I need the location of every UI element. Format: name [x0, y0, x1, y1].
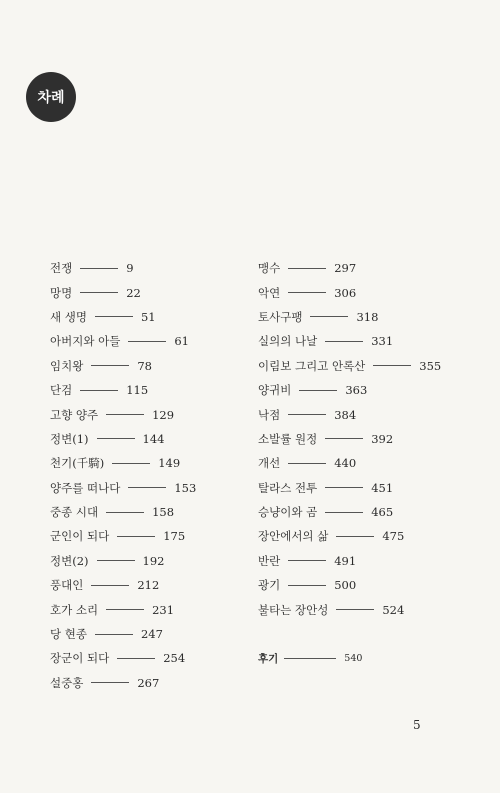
toc-entry [50, 427, 255, 451]
toc-entry [50, 305, 255, 329]
leader-line [106, 609, 144, 610]
leader-line [310, 316, 348, 317]
toc-entry [258, 329, 478, 353]
toc-entry-page: 331 [371, 334, 394, 349]
toc-entry-page: 175 [163, 529, 186, 544]
toc-entry [50, 280, 255, 304]
toc-entry-title: 설중홍 [50, 675, 84, 690]
toc-entry [50, 354, 255, 378]
toc-entry [50, 378, 255, 402]
toc-entry-page: 524 [382, 602, 405, 617]
toc-entry [50, 646, 255, 670]
leader-line [288, 292, 326, 293]
leader-line [288, 268, 326, 269]
toc-entry-title: 임치왕 [50, 358, 84, 373]
toc-entry-title: 탈라스 전투 [258, 480, 318, 495]
toc-entry [258, 500, 478, 524]
leader-line [95, 634, 133, 635]
toc-entry-title: 군인이 되다 [50, 529, 110, 544]
toc-entry-title: 고향 양주 [50, 407, 99, 422]
leader-line [288, 414, 326, 415]
leader-line [95, 316, 133, 317]
leader-line [97, 438, 135, 439]
spacer [258, 622, 478, 646]
toc-entry-page: 115 [126, 383, 149, 398]
toc-entry-page: 465 [371, 505, 394, 520]
leader-line [128, 487, 166, 488]
leader-line [288, 560, 326, 561]
toc-column-left [50, 256, 255, 695]
toc-entry [258, 549, 478, 573]
toc-entry-title: 악연 [258, 285, 281, 300]
toc-entry [258, 476, 478, 500]
toc-entry-title: 정변(2) [50, 553, 89, 568]
toc-entry-title: 맹수 [258, 261, 281, 276]
leader-line [284, 658, 336, 659]
toc-entry-page: 392 [371, 431, 394, 446]
toc-entry-page: 192 [142, 553, 165, 568]
toc-entry [258, 280, 478, 304]
toc-entry [50, 476, 255, 500]
toc-entry-page: 144 [142, 431, 165, 446]
toc-entry-title: 새 생명 [50, 309, 87, 324]
toc-entry [258, 646, 478, 670]
toc-entry [258, 305, 478, 329]
leader-line [325, 438, 363, 439]
leader-line [80, 268, 118, 269]
toc-heading-badge [26, 72, 76, 122]
toc-entry [258, 402, 478, 426]
toc-entry-title: 반란 [258, 553, 281, 568]
toc-entry-title: 아버지와 아들 [50, 334, 121, 349]
toc-entry-title: 양귀비 [258, 383, 292, 398]
toc-entry [258, 597, 478, 621]
toc-column-right [258, 256, 478, 671]
toc-entry-title: 이림보 그리고 안록산 [258, 358, 366, 373]
toc-entry-page: 475 [382, 529, 405, 544]
leader-line [336, 609, 374, 610]
leader-line [117, 658, 155, 659]
leader-line [325, 487, 363, 488]
toc-heading: 차례 [37, 90, 65, 106]
toc-entry-title: 낙점 [258, 407, 281, 422]
leader-line [91, 365, 129, 366]
toc-entry-title: 정변(1) [50, 431, 89, 446]
toc-entry-page: 440 [334, 456, 357, 471]
toc-entry-page: 384 [334, 407, 357, 422]
toc-entry-title: 소발률 원정 [258, 431, 318, 446]
toc-entry [258, 451, 478, 475]
toc-entry-page: 451 [371, 480, 394, 495]
leader-line [106, 414, 144, 415]
toc-entry-page: 158 [152, 505, 175, 520]
toc-entry-title: 실의의 나날 [258, 334, 318, 349]
toc-entry-page: 22 [126, 285, 141, 300]
toc-entry [50, 500, 255, 524]
toc-entry-title: 당 현종 [50, 627, 87, 642]
toc-entry-page: 267 [137, 675, 160, 690]
toc-entry-title: 망명 [50, 285, 73, 300]
toc-entry-title: 개선 [258, 456, 281, 471]
toc-entry-page: 153 [174, 480, 197, 495]
toc-entry-title: 중종 시대 [50, 505, 99, 520]
toc-entry-title: 승냥이와 곰 [258, 505, 318, 520]
toc-entry-page: 231 [152, 602, 175, 617]
toc-entry [50, 622, 255, 646]
toc-entry-title: 광기 [258, 578, 281, 593]
leader-line [117, 536, 155, 537]
toc-entry [50, 671, 255, 695]
toc-entry-title: 양주를 떠나다 [50, 480, 121, 495]
toc-entry-title: 불타는 장안성 [258, 602, 329, 617]
toc-entry-page: 149 [158, 456, 181, 471]
page-number: 5 [413, 718, 421, 732]
toc-entry-page: 9 [126, 261, 134, 276]
toc-entry [258, 524, 478, 548]
toc-entry-title: 장안에서의 삶 [258, 529, 329, 544]
toc-entry-title: 장군이 되다 [50, 651, 110, 666]
toc-entry-page: 297 [334, 261, 357, 276]
toc-entry-title: 풍대인 [50, 578, 84, 593]
leader-line [112, 463, 150, 464]
toc-entry [50, 256, 255, 280]
toc-entry-page: 363 [345, 383, 368, 398]
toc-entry-page: 500 [334, 578, 357, 593]
toc-entry-page: 212 [137, 578, 160, 593]
toc-entry-title: 천기(千騎) [50, 456, 105, 471]
toc-entry [258, 427, 478, 451]
toc-entry [258, 256, 478, 280]
toc-entry-title: 전쟁 [50, 261, 73, 276]
leader-line [288, 463, 326, 464]
toc-entry-title: 호가 소리 [50, 602, 99, 617]
toc-entry [258, 354, 478, 378]
toc-entry-page: 540 [344, 652, 363, 664]
leader-line [373, 365, 411, 366]
toc-entry-page: 318 [356, 309, 379, 324]
leader-line [97, 560, 135, 561]
toc-entry-page: 51 [140, 309, 156, 324]
toc-entry-page: 78 [137, 358, 152, 373]
toc-entry [50, 329, 255, 353]
toc-entry [50, 573, 255, 597]
toc-entry-page: 61 [174, 334, 189, 349]
toc-entry [50, 524, 255, 548]
leader-line [80, 390, 118, 391]
leader-line [325, 341, 363, 342]
toc-entry [258, 378, 478, 402]
toc-entry-page: 355 [419, 358, 442, 373]
toc-entry [50, 451, 255, 475]
toc-entry [50, 402, 255, 426]
leader-line [288, 585, 326, 586]
toc-entry-page: 129 [152, 407, 175, 422]
toc-entry [50, 597, 255, 621]
leader-line [336, 536, 374, 537]
toc-entry-page: 306 [334, 285, 357, 300]
leader-line [325, 512, 363, 513]
leader-line [106, 512, 144, 513]
toc-entry-page: 491 [334, 553, 357, 568]
toc-entry [258, 573, 478, 597]
leader-line [299, 390, 337, 391]
leader-line [91, 585, 129, 586]
toc-entry-page: 247 [140, 627, 163, 642]
leader-line [91, 682, 129, 683]
toc-entry-title: 토사구팽 [258, 309, 303, 324]
leader-line [128, 341, 166, 342]
toc-entry [50, 549, 255, 573]
toc-entry-page: 254 [163, 651, 186, 666]
toc-entry-title: 단검 [50, 383, 73, 398]
leader-line [80, 292, 118, 293]
toc-entry-title: 후기 [258, 652, 279, 665]
